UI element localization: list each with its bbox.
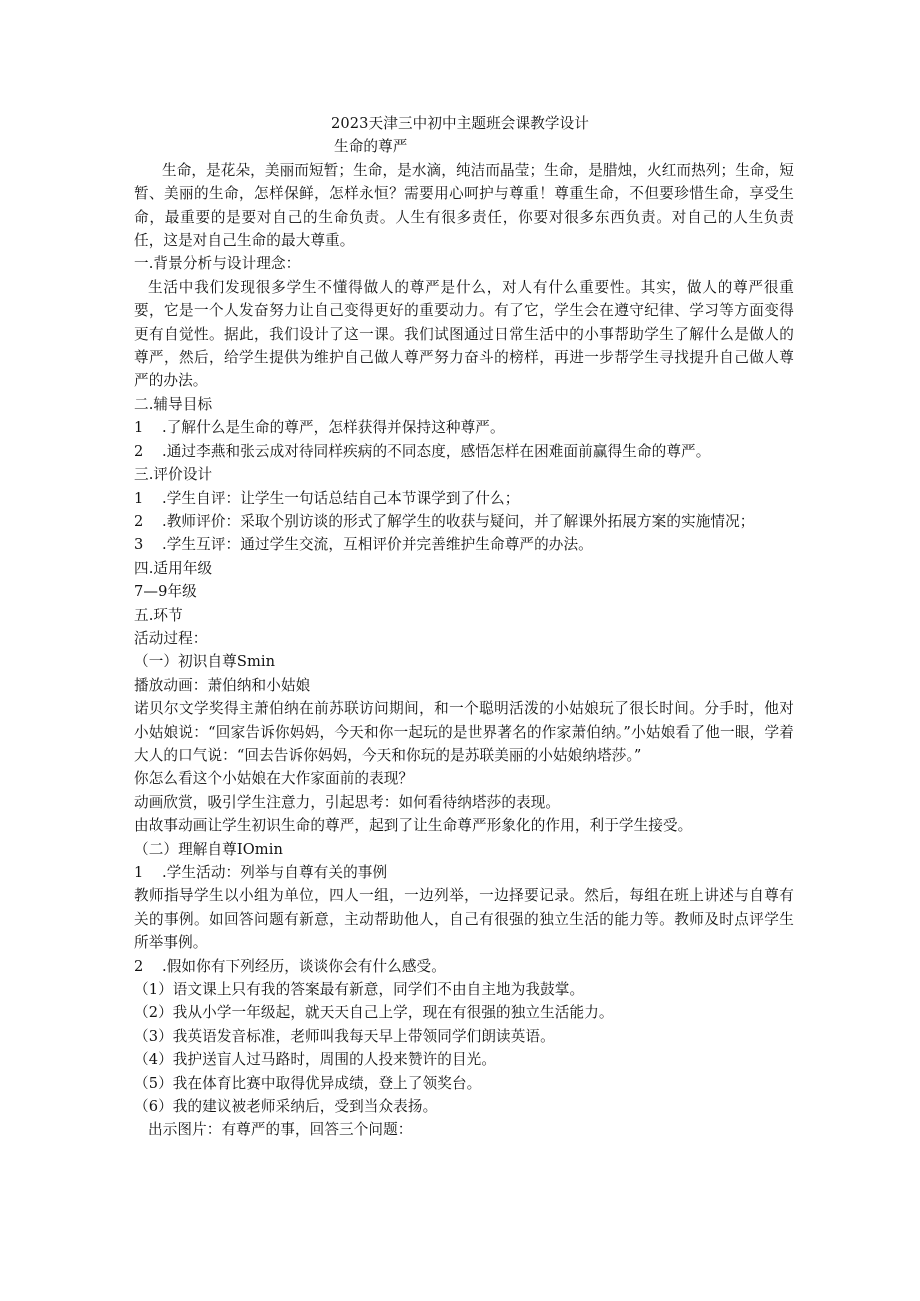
section-2-list [134, 416, 794, 463]
closing-line: 出示图片：有尊严的事，回答三个问题： [148, 1121, 413, 1139]
section-1-body: 生活中我们发现很多学生不懂得做人的尊严是什么，对人有什么重要性。其实，做人的尊严很重要，它是一个人发奋努力让自己变得更好的重要动力。有了它，学生会在遵守纪律、学习等方面变得更有自觉性。据此，我们设计了这一课。我们试图通过日常生活中的小事帮助学生了解什么是做人的尊严，然后，给学生提供为维护自己做人尊严努力奋斗的榜样，再进一步帮学生寻找提升自己做人尊严的办法。 [134, 278, 794, 390]
process-label: 活动过程： [134, 629, 208, 647]
part-1-story: 诺贝尔文学奖得主萧伯纳在前苏联访问期间，和一个聪明活泼的小姑娘玩了很长时间。分手时，他对小姑娘说：“回家告诉你妈妈，今天和你一起玩的是世界著名的作家萧伯纳。”小姑娘看了他一眼，学着大人的口气说：“回去告诉你妈妈，今天和你玩的是苏联美丽的小姑娘纳塔莎。” [134, 700, 794, 764]
part-2-item: 2 .假如你有下列经历，谈谈你会有什么感受。 [134, 957, 446, 975]
list-item: （5）我在体育比赛中取得优异成绩，登上了领奖台。 [134, 1074, 482, 1092]
part-1-line: 播放动画：萧伯纳和小姑娘 [134, 676, 311, 694]
part-2-item: 1 .学生活动：列举与自尊有关的事例 [134, 864, 388, 881]
document-subtitle: 生命的尊严 [334, 138, 408, 156]
section-3-list [134, 487, 794, 557]
part-1-question: 你怎么看这个小姑娘在大作家面前的表现？ [134, 770, 414, 788]
list-item: 1 .了解什么是生命的尊严，怎样获得并保持这种尊严。 [134, 419, 505, 437]
section-5-heading: 五.环节 [134, 606, 183, 624]
intro-paragraph: 生命，是花朵，美丽而短暂；生命，是水滴，纯洁而晶莹；生命，是腊烛，火红而热列；生命，短暂、美丽的生命，怎样保鲜，怎样永恒？需要用心呵护与尊重！尊重生命，不但要珍惜生命，享受生命，最重要的是要对自己的生命负责。人生有很多责任，你要对很多东西负责。对自己的人生负责任，这是对自己生命的最大尊重。 [134, 161, 794, 250]
section-1-heading: 一.背景分析与设计理念： [134, 255, 301, 273]
section-4-heading: 四.适用年级 [134, 559, 213, 577]
list-item: （1）语文课上只有我的答案最有新意，同学们不由自主地为我鼓掌。 [134, 981, 585, 999]
list-item: （2）我从小学一年级起，就天天自己上学，现在有很强的独立生活能力。 [134, 1004, 614, 1022]
list-item: （3）我英语发音标准，老师叫我每天早上带领同学们朗读英语。 [134, 1027, 555, 1045]
section-3-heading: 三.评价设计 [134, 466, 213, 484]
list-item: （4）我护送盲人过马路时，周围的人投来赞许的目光。 [134, 1051, 497, 1069]
part-1-heading: （一）初识自尊Smin [134, 653, 276, 671]
part-2-heading: （二）理解自尊IOmin [134, 840, 283, 858]
list-item: 2 .通过李燕和张云成对待同样疾病的不同态度，感悟怎样在困难面前赢得生命的尊严。 [134, 442, 711, 460]
list-item: 1 .学生自评：让学生一句话总结自己本节课学到了什么； [134, 489, 520, 507]
experience-list [134, 978, 794, 1118]
part-1-note: 由故事动画让学生初识生命的尊严，起到了让生命尊严形象化的作用，利于学生接受。 [134, 817, 693, 835]
document-content [134, 112, 794, 1142]
list-item: 3 .学生互评：通过学生交流，互相评价并完善维护生命尊严的办法。 [134, 536, 593, 554]
section-4-body: 7—9年级 [134, 583, 197, 601]
list-item: 2 .教师评价：采取个别访谈的形式了解学生的收获与疑问，并了解课外拓展方案的实施情况； [134, 512, 755, 530]
part-1-note: 动画欣赏，吸引学生注意力，引起思考：如何看待纳塔莎的表现。 [134, 793, 561, 811]
section-2-heading: 二.辅导目标 [134, 395, 213, 413]
list-item: （6）我的建议被老师采纳后，受到当众表扬。 [134, 1098, 438, 1116]
part-2-body: 教师指导学生以小组为单位，四人一组，一边列举，一边择要记录。然后，每组在班上讲述与自尊有关的事例。如回答问题有新意，主动帮助他人，自己有很强的独立生活的能力等。教师及时点评学生所举事例。 [134, 887, 794, 952]
document-title: 2023天津三中初中主题班会课教学设计 [331, 115, 589, 132]
